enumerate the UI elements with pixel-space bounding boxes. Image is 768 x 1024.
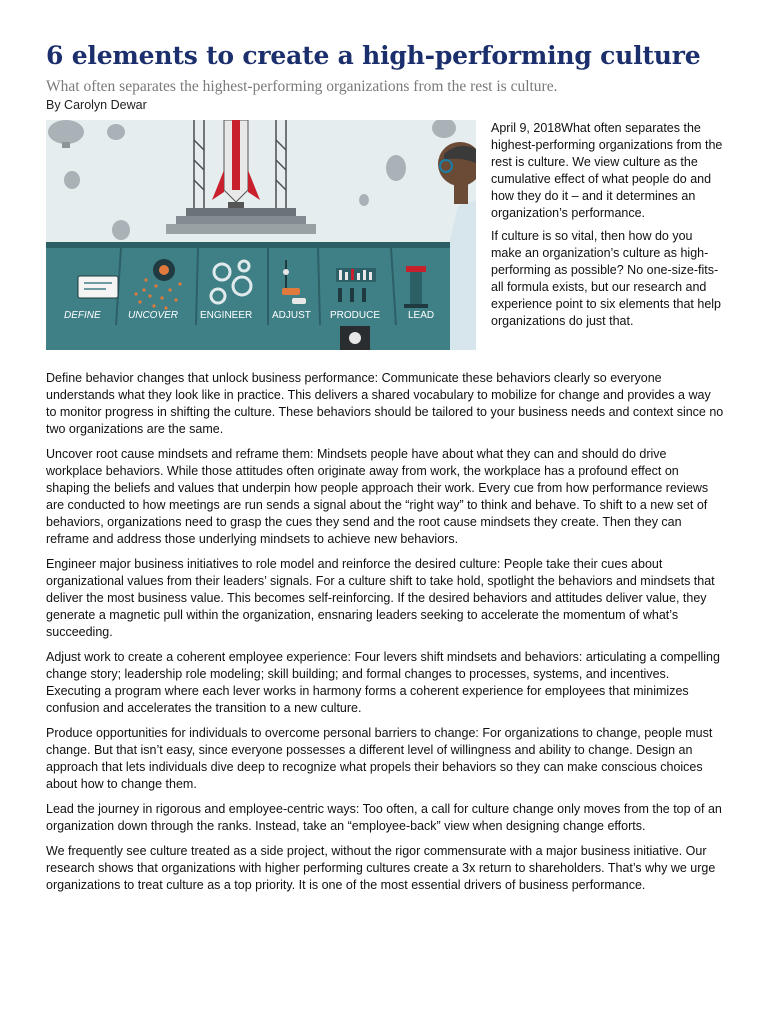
body-paragraph-produce: Produce opportunities for individuals to overcome personal barriers to change: For organizations to change, people must change. But that isn’t easy, since everyone possesses a different level of willingness and ability to change. Design an approach that lets individuals dive deep to recognize what propels their behaviors so they can make conscious choices about how to change them. — [46, 726, 713, 791]
hero-illustration — [46, 120, 476, 350]
article-title: 6 elements to create a high-performing culture — [46, 41, 701, 70]
knob-icon — [340, 326, 370, 350]
panel-label-uncover: UNCOVER — [128, 310, 179, 321]
body-paragraph-lead: Lead the journey in rigorous and employee-centric ways: Too often, a call for culture change only moves from the top of an organization down through the ranks. Instead, take an “employee-back” view when designing change efforts. — [46, 802, 722, 833]
intro-block — [46, 120, 726, 372]
intro-paragraph-1: April 9, 2018What often separates the highest-performing organizations from the rest is culture. We view culture as the cumulative effect of what people do and how they do it – and it determines an organization’s performance. — [491, 121, 723, 220]
article-subtitle: What often separates the highest-performing organizations from the rest is culture. — [46, 78, 558, 95]
intro-text-column — [491, 120, 726, 336]
article — [46, 40, 726, 892]
launch-platform — [186, 208, 296, 216]
body-paragraph-define: Define behavior changes that unlock business performance: Communicate these behaviors clearly so everyone understands what they look like in practice. This delivers a shared vocabulary to mobilize for change and provides a way to monitor progress in shifting the culture. These behaviors should be tailored to your business needs and context since no two organizations are the same. — [46, 371, 724, 436]
tablet-icon — [78, 276, 118, 298]
panel-label-engineer: ENGINEER — [200, 310, 253, 321]
article-byline: By Carolyn Dewar — [46, 98, 147, 112]
body-paragraph-adjust: Adjust work to create a coherent employee experience: Four levers shift mindsets and behaviors: articulating a compelling change story; leadership role modeling; skill building; and formal changes to processes, systems, and incentives. Executing a program where each lever works in harmony forms a coherent experience for employees that minimizes confusion and accelerates the transition to a new culture. — [46, 650, 720, 715]
article-body — [46, 370, 724, 902]
panel-label-define: DEFINE — [64, 310, 101, 321]
panel-label-lead: LEAD — [408, 310, 435, 321]
intro-paragraph-2: If culture is so vital, then how do you make an organization’s culture as high-performing as possible? No one-size-fits-all formula exists, but our research and experience point to six elements that help organizations do just that. — [491, 229, 721, 328]
panel-label-produce: PRODUCE — [330, 310, 381, 321]
body-paragraph-engineer: Engineer major business initiatives to role model and reinforce the desired culture: People take their cues about organizational values from their leaders’ signals. For a culture shift to take hold, spotlight the behaviors and mindsets that deliver the most business value. This becomes self-reinforcing. If the desired behaviors and attitudes deliver value, they generate a magnetic pull within the organization, ensnaring leaders seeking to accelerate the momentum of what’s succeeding. — [46, 557, 715, 639]
panel-label-adjust: ADJUST — [272, 310, 311, 321]
body-paragraph-conclusion: We frequently see culture treated as a side project, without the rigor commensurate with a major business initiative. Our research shows that organizations with higher performing cultures create a 3x return to shareholders. That’s why we urge organizations to treat culture as a top priority. It is one of the most essential drivers of business performance. — [46, 844, 716, 892]
body-paragraph-uncover: Uncover root cause mindsets and reframe them: Mindsets people have about what they can and should do drive workplace behaviors. While those attitudes often originate away from work, the workplace has a profound effect on shaping the beliefs and values that underpin how people approach their work. Every cue from how performance reviews are conducted to how meetings are run sends a signal about the “right way” to think and behave. To shift to a new set of behaviors, organizations need to grasp the cues they send and the root cause mindsets they create. Then they can reframe and address those underlying mindsets to achieve new behaviors. — [46, 447, 709, 546]
